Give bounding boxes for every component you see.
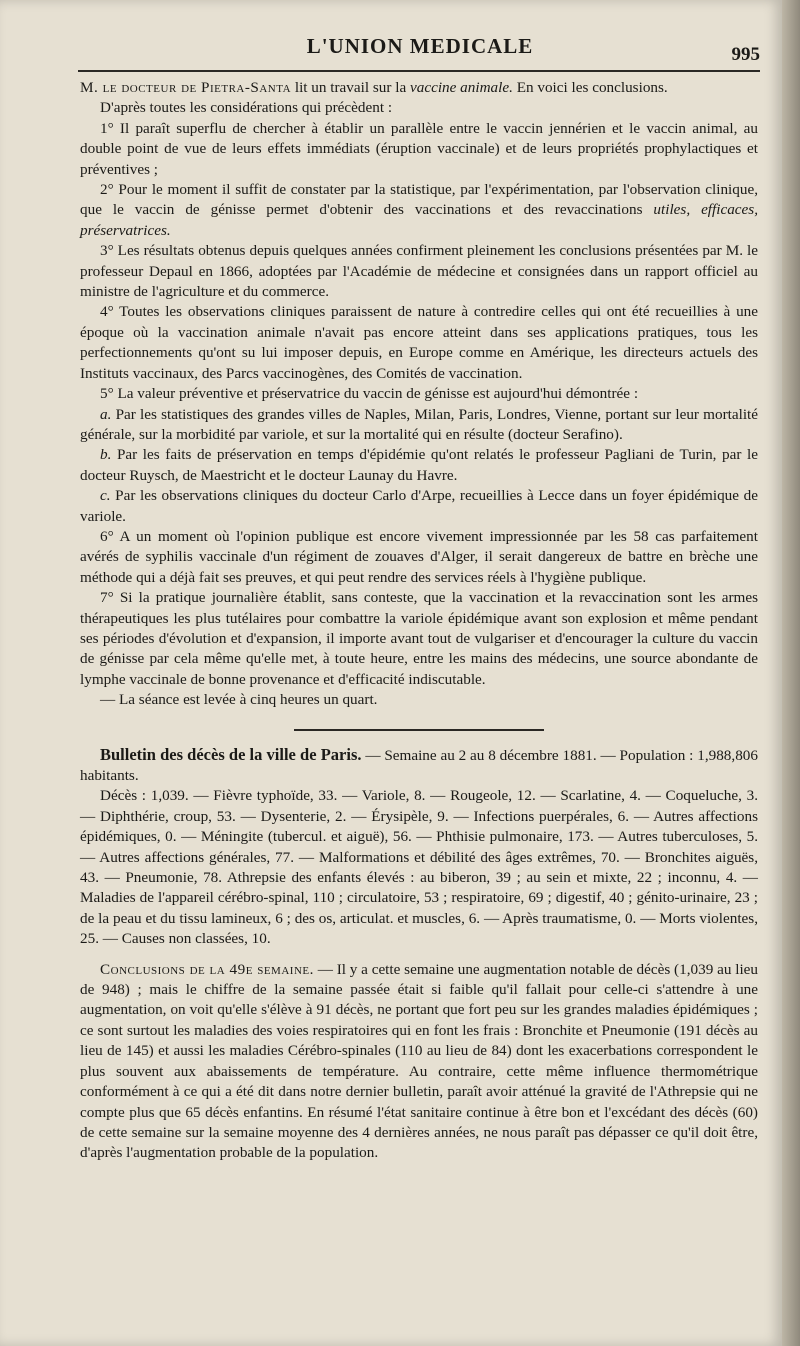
text-run: Par les statistiques des grandes villes de Naples, Milan, Paris, Londres, Vienne, portant sur leur mortalité générale, sur la morbidité par variole, et sur la mortalité qui en résulte (docteur Serafino). [80,405,758,443]
conclusion-5b [80,445,758,486]
bulletin-heading [80,745,758,787]
body-text [80,78,758,1164]
text-run: Par les faits de préservation en temps d'épidémie qu'ont relatés le professeur Pagliani de Turin, par le docteur Ruysch, de Maestricht et le docteur Launay du Havre. [80,446,758,484]
spacer [80,950,758,960]
page-edge [782,0,800,1346]
item-letter: a. [100,405,112,423]
text-run: En voici les conclusions. [512,79,668,96]
text-run: 2° Pour le moment il suffit de constater par la statistique, par l'expérimentation, par l'observation clinique, que le vaccin de génisse permet d'obtenir des vaccinations et des revaccinations [80,181,758,219]
conclusion-2 [80,180,758,241]
conclusions-text: — Il y a cette semaine une augmentation notable de décès (1,039 au lieu de 948) ; mais le chiffre de la semaine passée était si faible qu'il fallait pour celle-ci s'attendre à une augmentation, on voit qu'elle s'élève à 91 décès, ne portant que fort peu sur les grandes maladies épidémiques ; ce sont surtout les maladies des voies respiratoires qui en font les frais : Bronchite et Pneumonie (191 décès au lieu de 145) et aussi les maladies Cérébro-spinales (110 au lieu de 84) dont les exacerbations correspondent le plus souvent aux abaissements de température. Au contraire, cette même influence thermométrique conformément à ce qui a été dit dans notre dernier bulletin, paraît avoir atténué la gravité de l'Athrepsie qui ne compte plus que 65 décès enfantins. En résumé l'état sanitaire continue à être bon et l'excédant des décès (60) de cette semaine sur la semaine moyenne des 4 dernières années, ne nous paraît pas dépasser ce qu'il doit être, d'après l'augmentation probable de la population. [80,960,758,1162]
text-run: Par les observations cliniques du docteur Carlo d'Arpe, recueillies à Lecce dans un foyer épidémique de variole. [80,487,758,525]
paragraph: D'après toutes les considérations qui précèdent : [100,99,393,117]
conclusion-5c [80,486,758,527]
conclusions-label: Conclusions de la 49e semaine. [100,960,314,978]
section-divider [294,729,544,731]
conclusion-6: 6° A un moment où l'opinion publique est encore vivement impressionnée par les 58 cas parfaitement avérés de syphilis vaccinale d'un régiment de zouaves d'Alger, il serait dangereux de battre en brèche une méthode qui a déjà fait ses preuves, et qui peut rendre des services réels à l'hygiène publique. [80,527,758,586]
bulletin-deaths: Décès : 1,039. — Fièvre typhoïde, 33. — Variole, 8. — Rougeole, 12. — Scarlatine, 4. — Coqueluche, 3. — Diphthérie, croup, 53. — Dysenterie, 2. — Érysipèle, 9. — Infections puerpérales, 6. — Autres affections épidémiques, 0. — Méningite (tubercul. et aiguë), 56. — Phthisie pulmonaire, 173. — Autres tuberculoses, 5. — Autres affections générales, 77. — Malformations et débilité des âges extrêmes, 70. — Bronchites aiguës, 43. — Pneumonie, 78. Athrepsie des enfants élevés : au biberon, 39 ; au sein et mixte, 22 ; inconnu, 4. — Maladies de l'appareil cérébro-spinal, 110 ; circulatoire, 53 ; respiratoire, 69 ; digestif, 40 ; génito-urinaire, 23 ; de la peau et du tissu lamineux, 6 ; des os, articulat. et muscles, 6. — Après traumatisme, 0. — Morts violentes, 25. — Causes non classées, 10. [80,787,758,948]
page-number: 995 [731,44,760,65]
conclusion-4: 4° Toutes les observations cliniques paraissent de nature à contredire celles qui ont été recueillies à une époque où la vaccination animale n'avait pas encore atteint dans ses applications pratiques, tous les perfectionnements qu'ont su lui imposer depuis, en Europe comme en Amérique, les directeurs actuels des Instituts vaccinaux, des Parcs vaccinogènes, des Comités de vaccination. [80,303,758,382]
bulletin-dates: — Semaine au 2 au 8 décembre 1881. — Population : 1,988,806 habitants. [80,746,758,784]
running-title: L'UNION MEDICALE [306,34,534,58]
italic-text: utiles, efficaces, préservatrices. [80,201,758,239]
paragraph-intro [80,78,758,98]
session-close: — La séance est levée à cinq heures un quart. [100,691,378,709]
bulletin-title: Bulletin des décès de la ville de Paris. [100,744,362,764]
conclusion-5a [80,405,758,446]
conclusion-5: 5° La valeur préventive et préservatrice du vaccin de génisse est aujourd'hui démontrée : [100,385,639,403]
bulletin-conclusions [80,960,758,1164]
page-header [80,34,760,64]
header-rule [78,70,760,72]
item-letter: b. [100,446,112,464]
conclusion-1: 1° Il paraît superflu de chercher à établir un parallèle entre le vaccin jennérien et le vaccin animal, au double point de vue de leurs effets immédiats (éruption vaccinale) et de leurs propriétés prophylactiques et préventives ; [80,119,758,178]
conclusion-7: 7° Si la pratique journalière établit, sans conteste, que la vaccination et la revaccination sont les armes thérapeutiques les plus tutélaires pour combattre la variole épidémique avant son explosion et même pendant ses périodes d'évolution et d'expansion, il importe avant tout de vulgariser et d'encourager la culture du vaccin de génisse par cela même qu'elle met, à toute heure, entre les mains des médecins, une source abondante de lymphe vaccinale de bonne provenance et d'efficacité indiscutable. [80,589,758,688]
topic: vaccine animale. [410,79,513,96]
author-name: M. le docteur de Pietra-Santa [80,79,292,96]
conclusion-3: 3° Les résultats obtenus depuis quelques années confirment pleinement les conclusions présentées par M. le professeur Depaul en 1866, adoptées par l'Académie de médecine et consignées dans un rapport officiel au ministre de l'agriculture et du commerce. [80,242,758,301]
text-run: lit un travail sur la [291,79,410,96]
item-letter: c. [100,487,111,505]
